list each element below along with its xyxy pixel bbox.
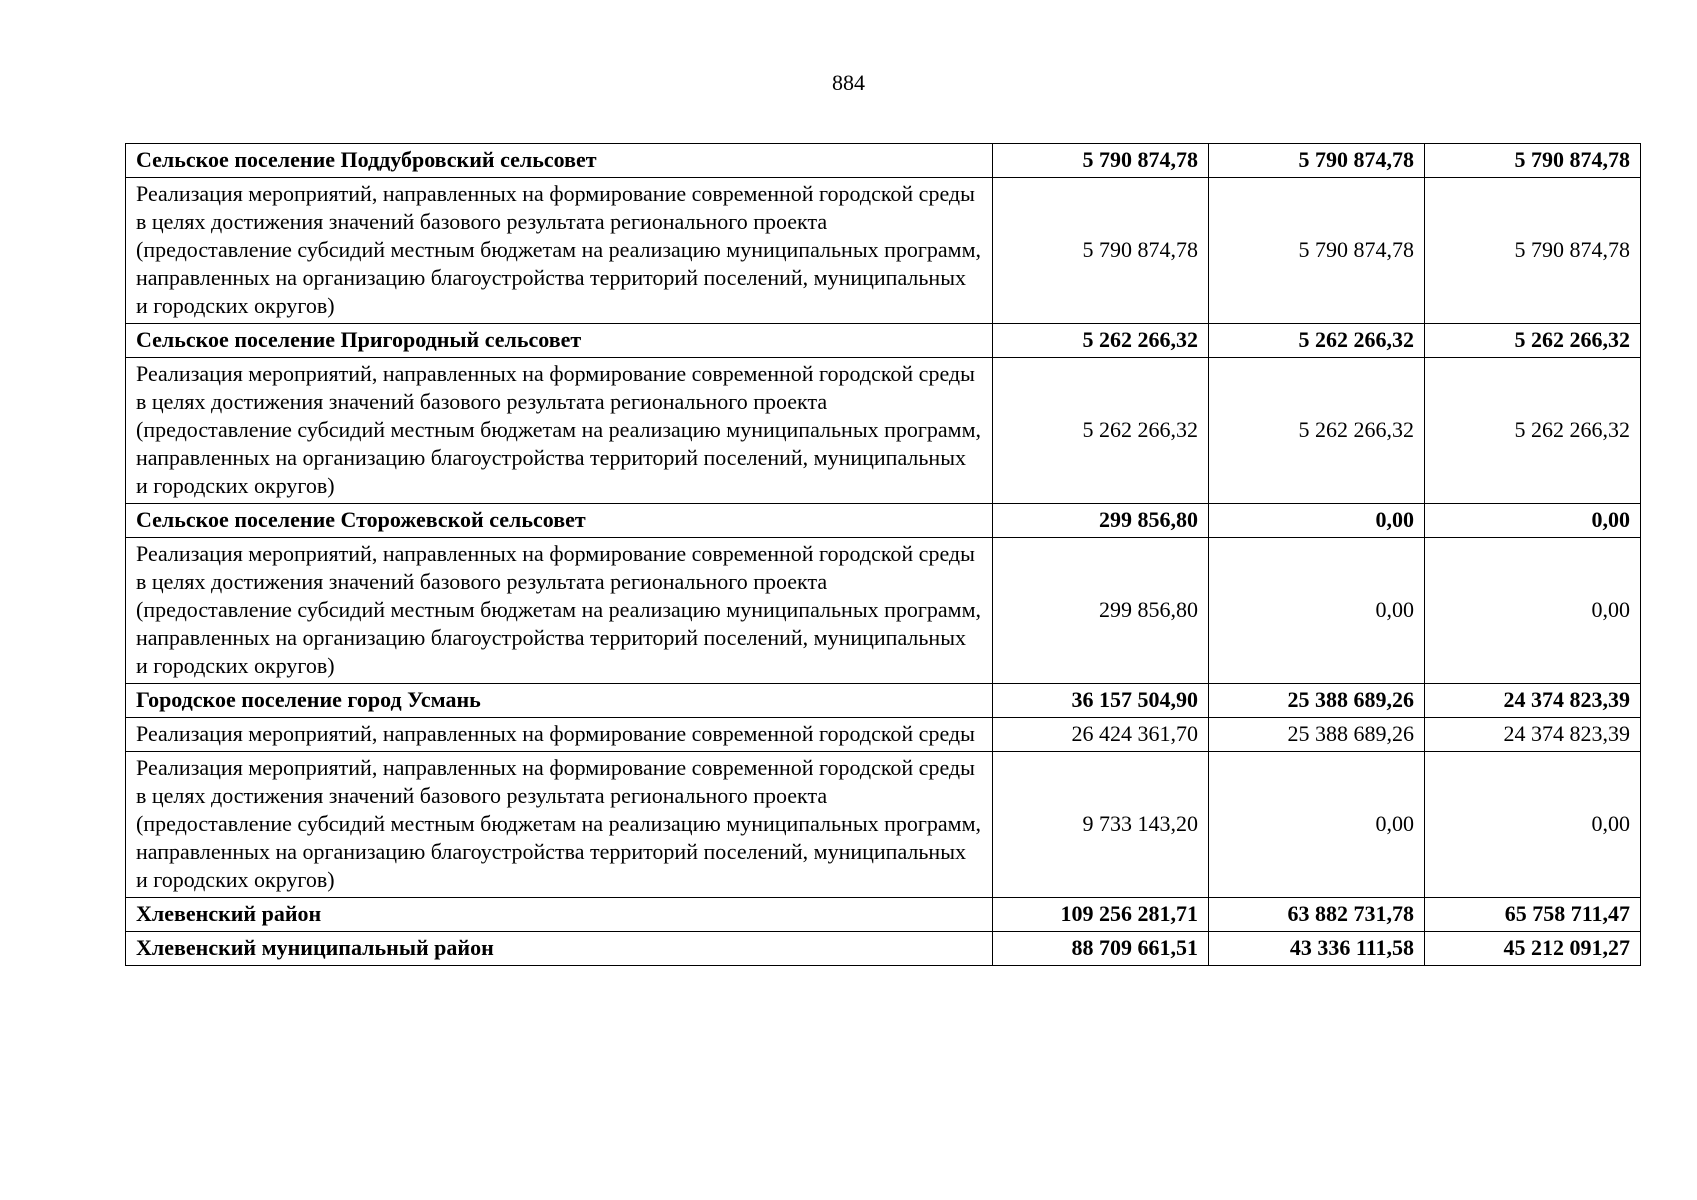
row-name: Реализация мероприятий, направленных на формирование современной городской среды в целях достижения значений базового результата регионального проекта (предоставление субсидий местным бюджетам на реализацию муниципальных программ, направленных на организацию благоустройства территорий поселений, муниципальных и городских округов) — [126, 538, 993, 684]
row-value-3: 5 790 874,78 — [1425, 178, 1641, 324]
row-value-1: 5 262 266,32 — [993, 324, 1209, 358]
row-value-2: 0,00 — [1209, 504, 1425, 538]
row-value-3: 24 374 823,39 — [1425, 718, 1641, 752]
row-name: Реализация мероприятий, направленных на формирование современной городской среды — [126, 718, 993, 752]
row-value-1: 26 424 361,70 — [993, 718, 1209, 752]
budget-table — [125, 143, 1641, 966]
table-row — [126, 178, 1641, 324]
row-value-3: 0,00 — [1425, 752, 1641, 898]
table-row — [126, 718, 1641, 752]
row-name: Хлевенский муниципальный район — [126, 932, 993, 966]
row-value-2: 5 790 874,78 — [1209, 144, 1425, 178]
row-value-1: 88 709 661,51 — [993, 932, 1209, 966]
table-row — [126, 504, 1641, 538]
row-value-2: 63 882 731,78 — [1209, 898, 1425, 932]
row-value-2: 5 262 266,32 — [1209, 358, 1425, 504]
row-name: Сельское поселение Поддубровский сельсовет — [126, 144, 993, 178]
table-row — [126, 144, 1641, 178]
row-value-1: 36 157 504,90 — [993, 684, 1209, 718]
row-value-1: 5 790 874,78 — [993, 144, 1209, 178]
row-name: Реализация мероприятий, направленных на формирование современной городской среды в целях достижения значений базового результата регионального проекта (предоставление субсидий местным бюджетам на реализацию муниципальных программ, направленных на организацию благоустройства территорий поселений, муниципальных и городских округов) — [126, 178, 993, 324]
table-row — [126, 932, 1641, 966]
row-name: Сельское поселение Пригородный сельсовет — [126, 324, 993, 358]
row-value-3: 0,00 — [1425, 538, 1641, 684]
row-value-3: 24 374 823,39 — [1425, 684, 1641, 718]
table-row — [126, 684, 1641, 718]
row-value-2: 0,00 — [1209, 752, 1425, 898]
row-value-1: 5 790 874,78 — [993, 178, 1209, 324]
table-row — [126, 358, 1641, 504]
row-value-1: 299 856,80 — [993, 504, 1209, 538]
row-value-3: 45 212 091,27 — [1425, 932, 1641, 966]
row-name: Реализация мероприятий, направленных на формирование современной городской среды в целях достижения значений базового результата регионального проекта (предоставление субсидий местным бюджетам на реализацию муниципальных программ, направленных на организацию благоустройства территорий поселений, муниципальных и городских округов) — [126, 752, 993, 898]
row-value-3: 5 262 266,32 — [1425, 358, 1641, 504]
row-value-3: 65 758 711,47 — [1425, 898, 1641, 932]
row-value-2: 0,00 — [1209, 538, 1425, 684]
row-name: Городское поселение город Усмань — [126, 684, 993, 718]
row-value-2: 25 388 689,26 — [1209, 684, 1425, 718]
row-value-2: 5 262 266,32 — [1209, 324, 1425, 358]
row-value-2: 25 388 689,26 — [1209, 718, 1425, 752]
row-value-1: 5 262 266,32 — [993, 358, 1209, 504]
table-row — [126, 898, 1641, 932]
row-value-3: 5 262 266,32 — [1425, 324, 1641, 358]
table-row — [126, 324, 1641, 358]
page-number: 884 — [832, 70, 865, 95]
row-value-2: 5 790 874,78 — [1209, 178, 1425, 324]
row-value-1: 109 256 281,71 — [993, 898, 1209, 932]
table-row — [126, 752, 1641, 898]
row-name: Реализация мероприятий, направленных на формирование современной городской среды в целях достижения значений базового результата регионального проекта (предоставление субсидий местным бюджетам на реализацию муниципальных программ, направленных на организацию благоустройства территорий поселений, муниципальных и городских округов) — [126, 358, 993, 504]
row-value-3: 0,00 — [1425, 504, 1641, 538]
row-value-1: 299 856,80 — [993, 538, 1209, 684]
row-value-1: 9 733 143,20 — [993, 752, 1209, 898]
row-value-3: 5 790 874,78 — [1425, 144, 1641, 178]
row-value-2: 43 336 111,58 — [1209, 932, 1425, 966]
row-name: Сельское поселение Сторожевской сельсовет — [126, 504, 993, 538]
row-name: Хлевенский район — [126, 898, 993, 932]
table-row — [126, 538, 1641, 684]
